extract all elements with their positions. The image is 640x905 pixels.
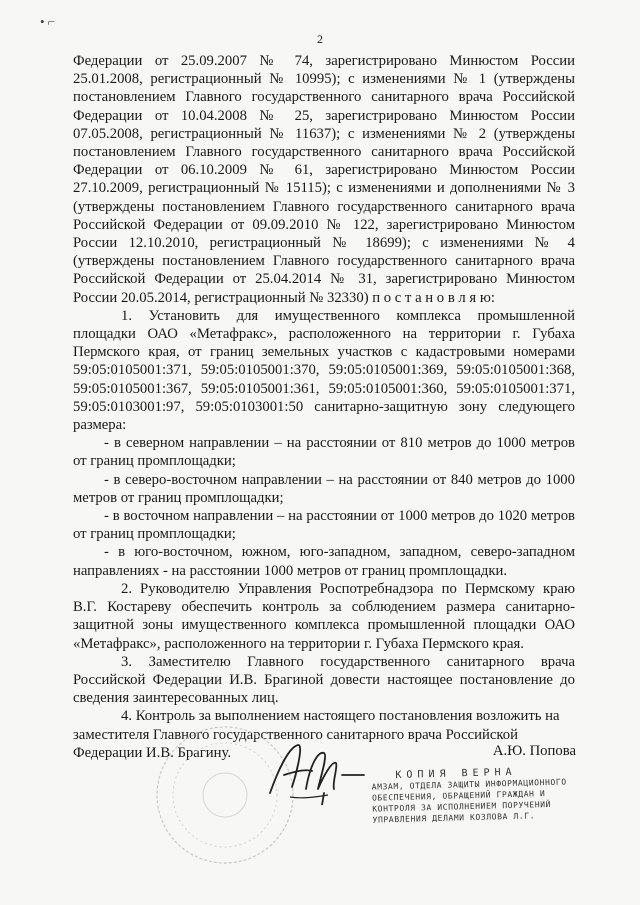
paragraph-other-directions: - в юго-восточном, южном, юго-западном, западном, северо-западном направлениях - на расстоянии 1000 метров от границ промплощадки.: [73, 544, 575, 579]
page-number: 2: [317, 32, 323, 46]
paragraph-northeast: - в северо-восточном направлении – на расстоянии от 840 метров до 1000 метров от границ промплощадки;: [73, 471, 575, 506]
stamp-line: ОБЕСПЕЧЕНИЯ, ОБРАЩЕНИЙ ГРАЖДАН И: [371, 789, 546, 803]
scan-marks: • ⌐: [40, 14, 56, 29]
paragraph-item-3: 3. Заместителю Главного государственного санитарного врача Российской Федерации И.В. Брагиной довести настоящее постановление до сведения заинтересованных лиц.: [73, 653, 575, 707]
paragraph-east: - в восточном направлении – на расстоянии от 1000 метров до 1020 метров от границ промплощадки;: [73, 508, 575, 543]
copy-stamp: [371, 765, 572, 825]
paragraph-item-1: 1. Установить для имущественного комплекса промышленной площадки ОАО «Метафракс», расположенного на территории г. Губаха Пермского края, от границ земельных участков с кадастровыми номерами 59:05:0105001:371, 59:05:0105001:370, 59:05:0105001:369, 59:05:0105001:368, 59:05:0105001:367, 59:05:0105001:361, 59:05:0105001:360, 59:05:0105001:371, 59:05:0103001:97, 59:05:0103001:50 санитарно-защитную зону следующего размера:: [73, 307, 575, 434]
paragraph-north: - в северном направлении – на расстоянии от 810 метров до 1000 метров от границ промплощадки;: [73, 435, 575, 470]
stamp-line: УПРАВЛЕНИЯ ДЕЛАМИ КОЗЛОВА Л.Г.: [372, 811, 536, 825]
signer-name: А.Ю. Попова: [492, 743, 576, 759]
stamp-title: КОПИЯ ВЕРНА: [395, 766, 517, 781]
document-body: [73, 52, 575, 762]
signature-icon: [262, 735, 372, 805]
stamp-line: АМЗАМ, ОТДЕЛА ЗАЩИТЫ ИНФОРМАЦИОННОГО: [371, 777, 567, 792]
stamp-line: КОНТРОЛЯ ЗА ИСПОЛНЕНИЕМ ПОРУЧЕНИЙ: [372, 799, 552, 814]
paragraph-item-4: 4. Контроль за выполнением настоящего постановления возложить на заместителя Главного государственного санитарного врача Российской Федерации И.В. Брагину.: [73, 708, 560, 761]
paragraph-intro: Федерации от 25.09.2007 № 74, зарегистрировано Минюстом России 25.01.2008, регистрационный № 10995); с изменениями № 1 (утверждены постановлением Главного государственного санитарного врача Российской Федерации от 10.04.2008 № 25, зарегистрировано Минюстом России 07.05.2008, регистрационный № 11637); с изменениями № 2 (утверждены постановлением Главного государственного санитарного врача Российской Федерации от 06.10.2009 № 61, зарегистрировано Минюстом России 27.10.2009, регистрационный № 15115); с изменениями и дополнениями № 3 (утверждены постановлением Главного государственного санитарного врача Российской Федерации от 09.09.2010 № 122, зарегистрировано Минюстом России 12.10.2010, регистрационный № 18699); с изменениями № 4 (утверждены постановлением Главного государственного санитарного врача Российской Федерации от 25.04.2014 № 31, зарегистрировано Минюстом России 20.05.2014, регистрационный № 32330) п о с т а н о в л я ю:: [73, 53, 575, 306]
paragraph-item-2: 2. Руководителю Управления Роспотребнадзора по Пермскому краю В.Г. Костареву обеспечить контроль за соблюдением размера санитарно-защитной зоны имущественного комплекса промышленной площадки ОАО «Метафракс», расположенного на территории г. Губаха Пермского края.: [73, 580, 575, 652]
